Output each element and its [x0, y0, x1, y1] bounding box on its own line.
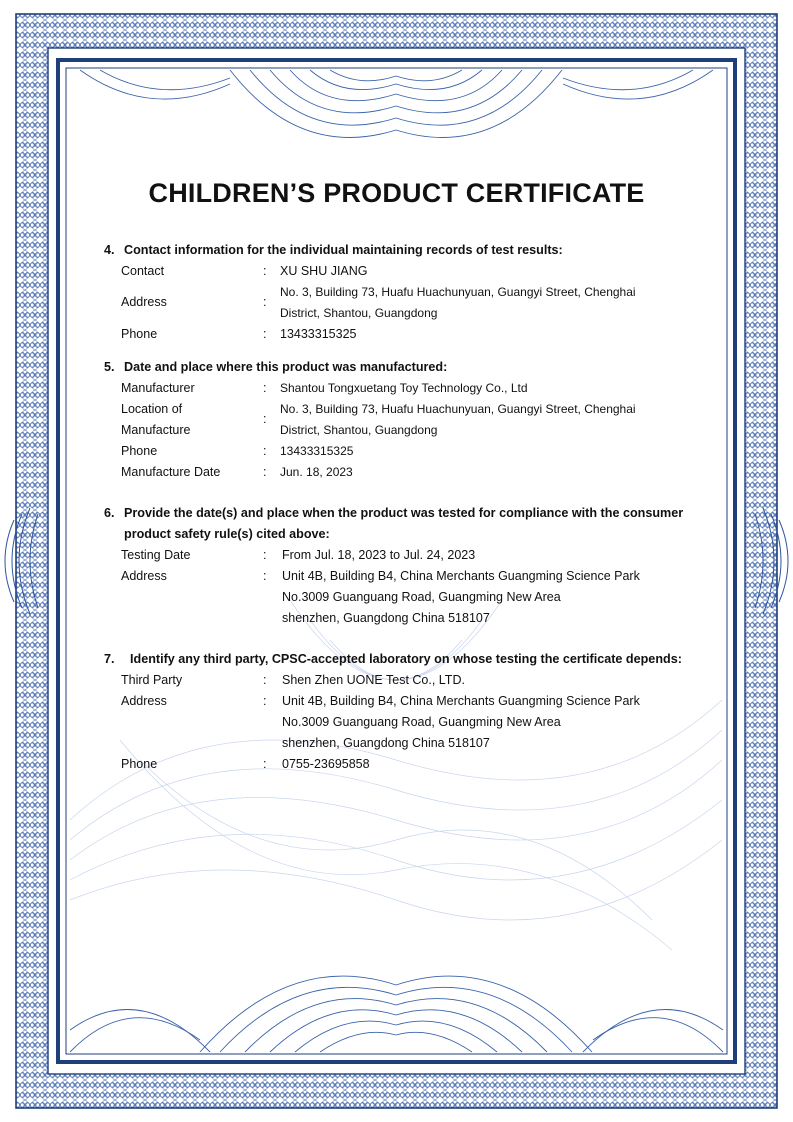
section-heading-text: Contact information for the individual maintaining records of test results: — [124, 243, 563, 257]
field-value: No. 3, Building 73, Huafu Huachunyuan, Guangyi Street, Chenghai — [280, 285, 636, 299]
field-label: Address — [121, 569, 167, 583]
section-manufacture — [96, 357, 726, 483]
field-value: District, Shantou, Guangdong — [280, 306, 438, 320]
phone-row: Phone : 13433315325 — [96, 441, 726, 462]
page-title: CHILDREN’S PRODUCT CERTIFICATE — [148, 178, 645, 208]
manufacture-date-row: Manufacture Date : Jun. 18, 2023 — [96, 462, 726, 483]
field-label: Testing Date — [121, 548, 191, 562]
field-label: Manufacture — [121, 423, 191, 437]
field-label: Manufacture Date — [121, 465, 221, 479]
section-records-contact — [96, 240, 726, 345]
field-label: Phone — [121, 757, 158, 771]
field-value: Unit 4B, Building B4, China Merchants Guangming Science Park — [282, 569, 640, 583]
field-value: shenzhen, Guangdong China 518107 — [282, 736, 490, 750]
section-heading — [96, 503, 726, 545]
section-testing — [96, 503, 726, 629]
field-value: Shen Zhen UONE Test Co., LTD. — [282, 673, 465, 687]
section-heading — [96, 357, 726, 378]
field-label: Location of — [121, 402, 183, 416]
section-heading — [96, 649, 726, 670]
section-number: 7. — [104, 652, 115, 666]
address-row: Address : Unit 4B, Building B4, China Merchants Guangming Science Park No.3009 Guanguang Road, Guangming New Area shenzhen, Guangdong China 518107 — [96, 691, 726, 754]
phone-row: Phone : 0755-23695858 — [96, 754, 726, 775]
field-value: 0755-23695858 — [282, 757, 370, 771]
field-label: Phone — [121, 444, 158, 458]
testing-date-row: Testing Date : From Jul. 18, 2023 to Jul. 24, 2023 — [96, 545, 726, 566]
field-value: shenzhen, Guangdong China 518107 — [282, 611, 490, 625]
address-row: Address : No. 3, Building 73, Huafu Huachunyuan, Guangyi Street, Chenghai District, Shantou, Guangdong — [96, 282, 726, 324]
field-label: Contact — [121, 264, 165, 278]
section-third-party — [96, 649, 726, 775]
section-number: 4. — [104, 243, 115, 257]
field-label: Address — [121, 295, 167, 309]
field-value: 13433315325 — [280, 327, 357, 341]
field-value: No. 3, Building 73, Huafu Huachunyuan, Guangyi Street, Chenghai — [280, 402, 636, 416]
field-value: Shantou Tongxuetang Toy Technology Co., Ltd — [280, 381, 528, 395]
contact-row: Contact : XU SHU JIANG — [96, 261, 726, 282]
section-number: 6. — [104, 506, 115, 520]
field-value: No.3009 Guanguang Road, Guangming New Area — [282, 590, 561, 604]
section-heading-text: Date and place where this product was manufactured: — [124, 360, 448, 374]
address-row: Address : Unit 4B, Building B4, China Merchants Guangming Science Park No.3009 Guanguang Road, Guangming New Area shenzhen, Guangdong China 518107 — [96, 566, 726, 629]
field-label: Address — [121, 694, 167, 708]
phone-row: Phone : 13433315325 — [96, 324, 726, 345]
section-heading-text: Identify any third party, CPSC-accepted laboratory on whose testing the certificate depends: — [130, 652, 682, 666]
field-label: Third Party — [121, 673, 183, 687]
section-number: 5. — [104, 360, 115, 374]
field-value: District, Shantou, Guangdong — [280, 423, 438, 437]
field-value: Jun. 18, 2023 — [280, 465, 353, 479]
manufacturer-row: Manufacturer : Shantou Tongxuetang Toy Technology Co., Ltd — [96, 378, 726, 399]
field-value: From Jul. 18, 2023 to Jul. 24, 2023 — [282, 548, 476, 562]
section-heading-text: Provide the date(s) and place when the product was tested for compliance with the consumer — [124, 506, 684, 520]
location-row: Location of Manufacture : No. 3, Building 73, Huafu Huachunyuan, Guangyi Street, Chenghai District, Shantou, Guangdong — [96, 399, 726, 441]
field-value: XU SHU JIANG — [280, 264, 368, 278]
section-heading-text: product safety rule(s) cited above: — [124, 527, 330, 541]
field-value: No.3009 Guanguang Road, Guangming New Area — [282, 715, 561, 729]
section-heading — [96, 240, 726, 261]
field-value: Unit 4B, Building B4, China Merchants Guangming Science Park — [282, 694, 640, 708]
field-value: 13433315325 — [280, 444, 354, 458]
third-party-row: Third Party : Shen Zhen UONE Test Co., LTD. — [96, 670, 726, 691]
field-label: Phone — [121, 327, 158, 341]
field-label: Manufacturer — [121, 381, 195, 395]
